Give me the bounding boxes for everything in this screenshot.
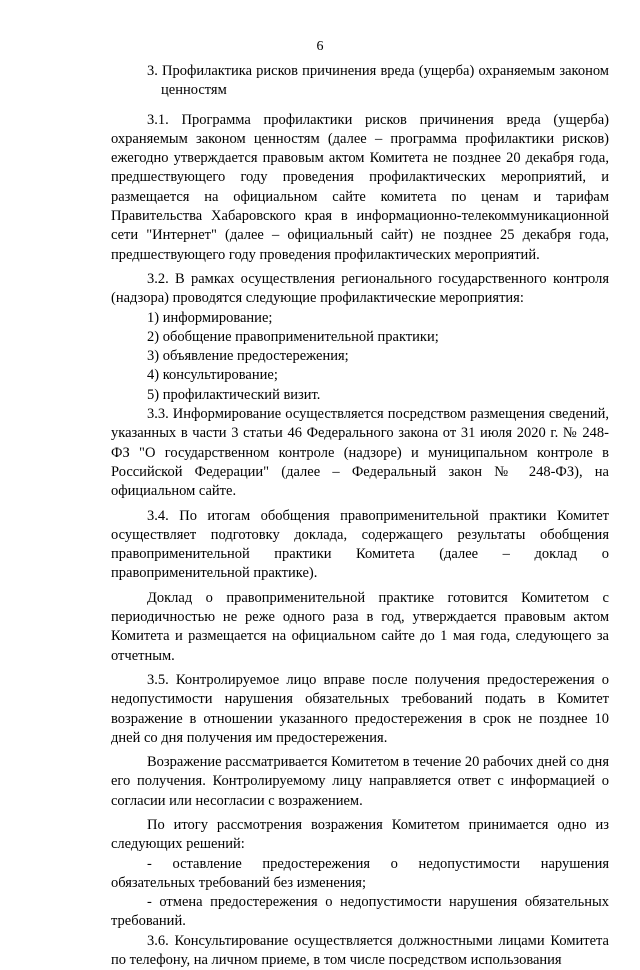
list-item: - отмена предостережения о недопустимости нарушения обязательных требований. (111, 894, 609, 930)
paragraph: Доклад о правоприменительной практике готовится Комитетом с периодичностью не реже одного раза в год, утверждается правовым актом Комитета и размещается на официальном сайте до 1 мая года, следующего за отчетным. (111, 589, 609, 664)
section-heading: 3. Профилактика рисков причинения вреда (ущерба) охраняемым законом ценностям (147, 63, 609, 99)
list-item: 4) консультирование; (147, 367, 278, 384)
paragraph-3-5: 3.5. Контролируемое лицо вправе после получения предостережения о недопустимости нарушения обязательных требований подать в Комитет возражение в отношении указанного предостережения в срок не позднее 10 дней со дня получения им предостережения. (111, 671, 609, 746)
list-item: 1) информирование; (147, 309, 273, 326)
list-item: 3) объявление предостережения; (147, 348, 349, 365)
paragraph-3-6: 3.6. Консультирование осуществляется должностными лицами Комитета по телефону, на личном приеме, в том числе посредством использования (111, 932, 609, 969)
document-body (111, 62, 609, 970)
paragraph-3-1: 3.1. Программа профилактики рисков причинения вреда (ущерба) охраняемым законом ценностям (далее – программа профилактики рисков) ежегодно утверждается правовым актом Комитета не позднее 20 декабря года, предшествующего году проведения профилактических мероприятий, и размещается на официальном сайте комитета по ценам и тарифам Правительства Хабаровского края в информационно-телекоммуникационной сети "Интернет" (далее – официальный сайт) не позднее 25 декабря года, предшествующего году проведения профилактических мероприятий. (111, 111, 609, 263)
paragraph-3-2: 3.2. В рамках осуществления регионального государственного контроля (надзора) проводятся следующие профилактические мероприятия: (111, 270, 609, 307)
list-item: - оставление предостережения о недопустимости нарушения обязательных требований без изменения; (111, 855, 609, 891)
paragraph: Возражение рассматривается Комитетом в течение 20 рабочих дней со дня его получения. Контролируемому лицу направляется ответ с информацией о согласии или несогласии с возражением. (111, 754, 609, 809)
paragraph-3-3: 3.3. Информирование осуществляется посредством размещения сведений, указанных в части 3 статьи 46 Федерального закона от 31 июля 2020 г. № 248-ФЗ "О государственном контроле (надзоре) и муниципальном контроле в Российской Федерации" (далее – Федеральный закон № 248-ФЗ), на официальном сайте. (111, 406, 609, 500)
list-item: 2) обобщение правоприменительной практики; (147, 328, 439, 345)
paragraph: По итогу рассмотрения возражения Комитетом принимается одно из следующих решений: (111, 816, 609, 853)
page-number: 6 (316, 39, 324, 54)
list-item: 5) профилактический визит. (147, 386, 321, 403)
paragraph-3-4: 3.4. По итогам обобщения правоприменительной практики Комитет осуществляет подготовку доклада, содержащего результаты обобщения правоприменительной практики Комитета (далее – доклад о правоприменительной практике). (111, 507, 609, 582)
